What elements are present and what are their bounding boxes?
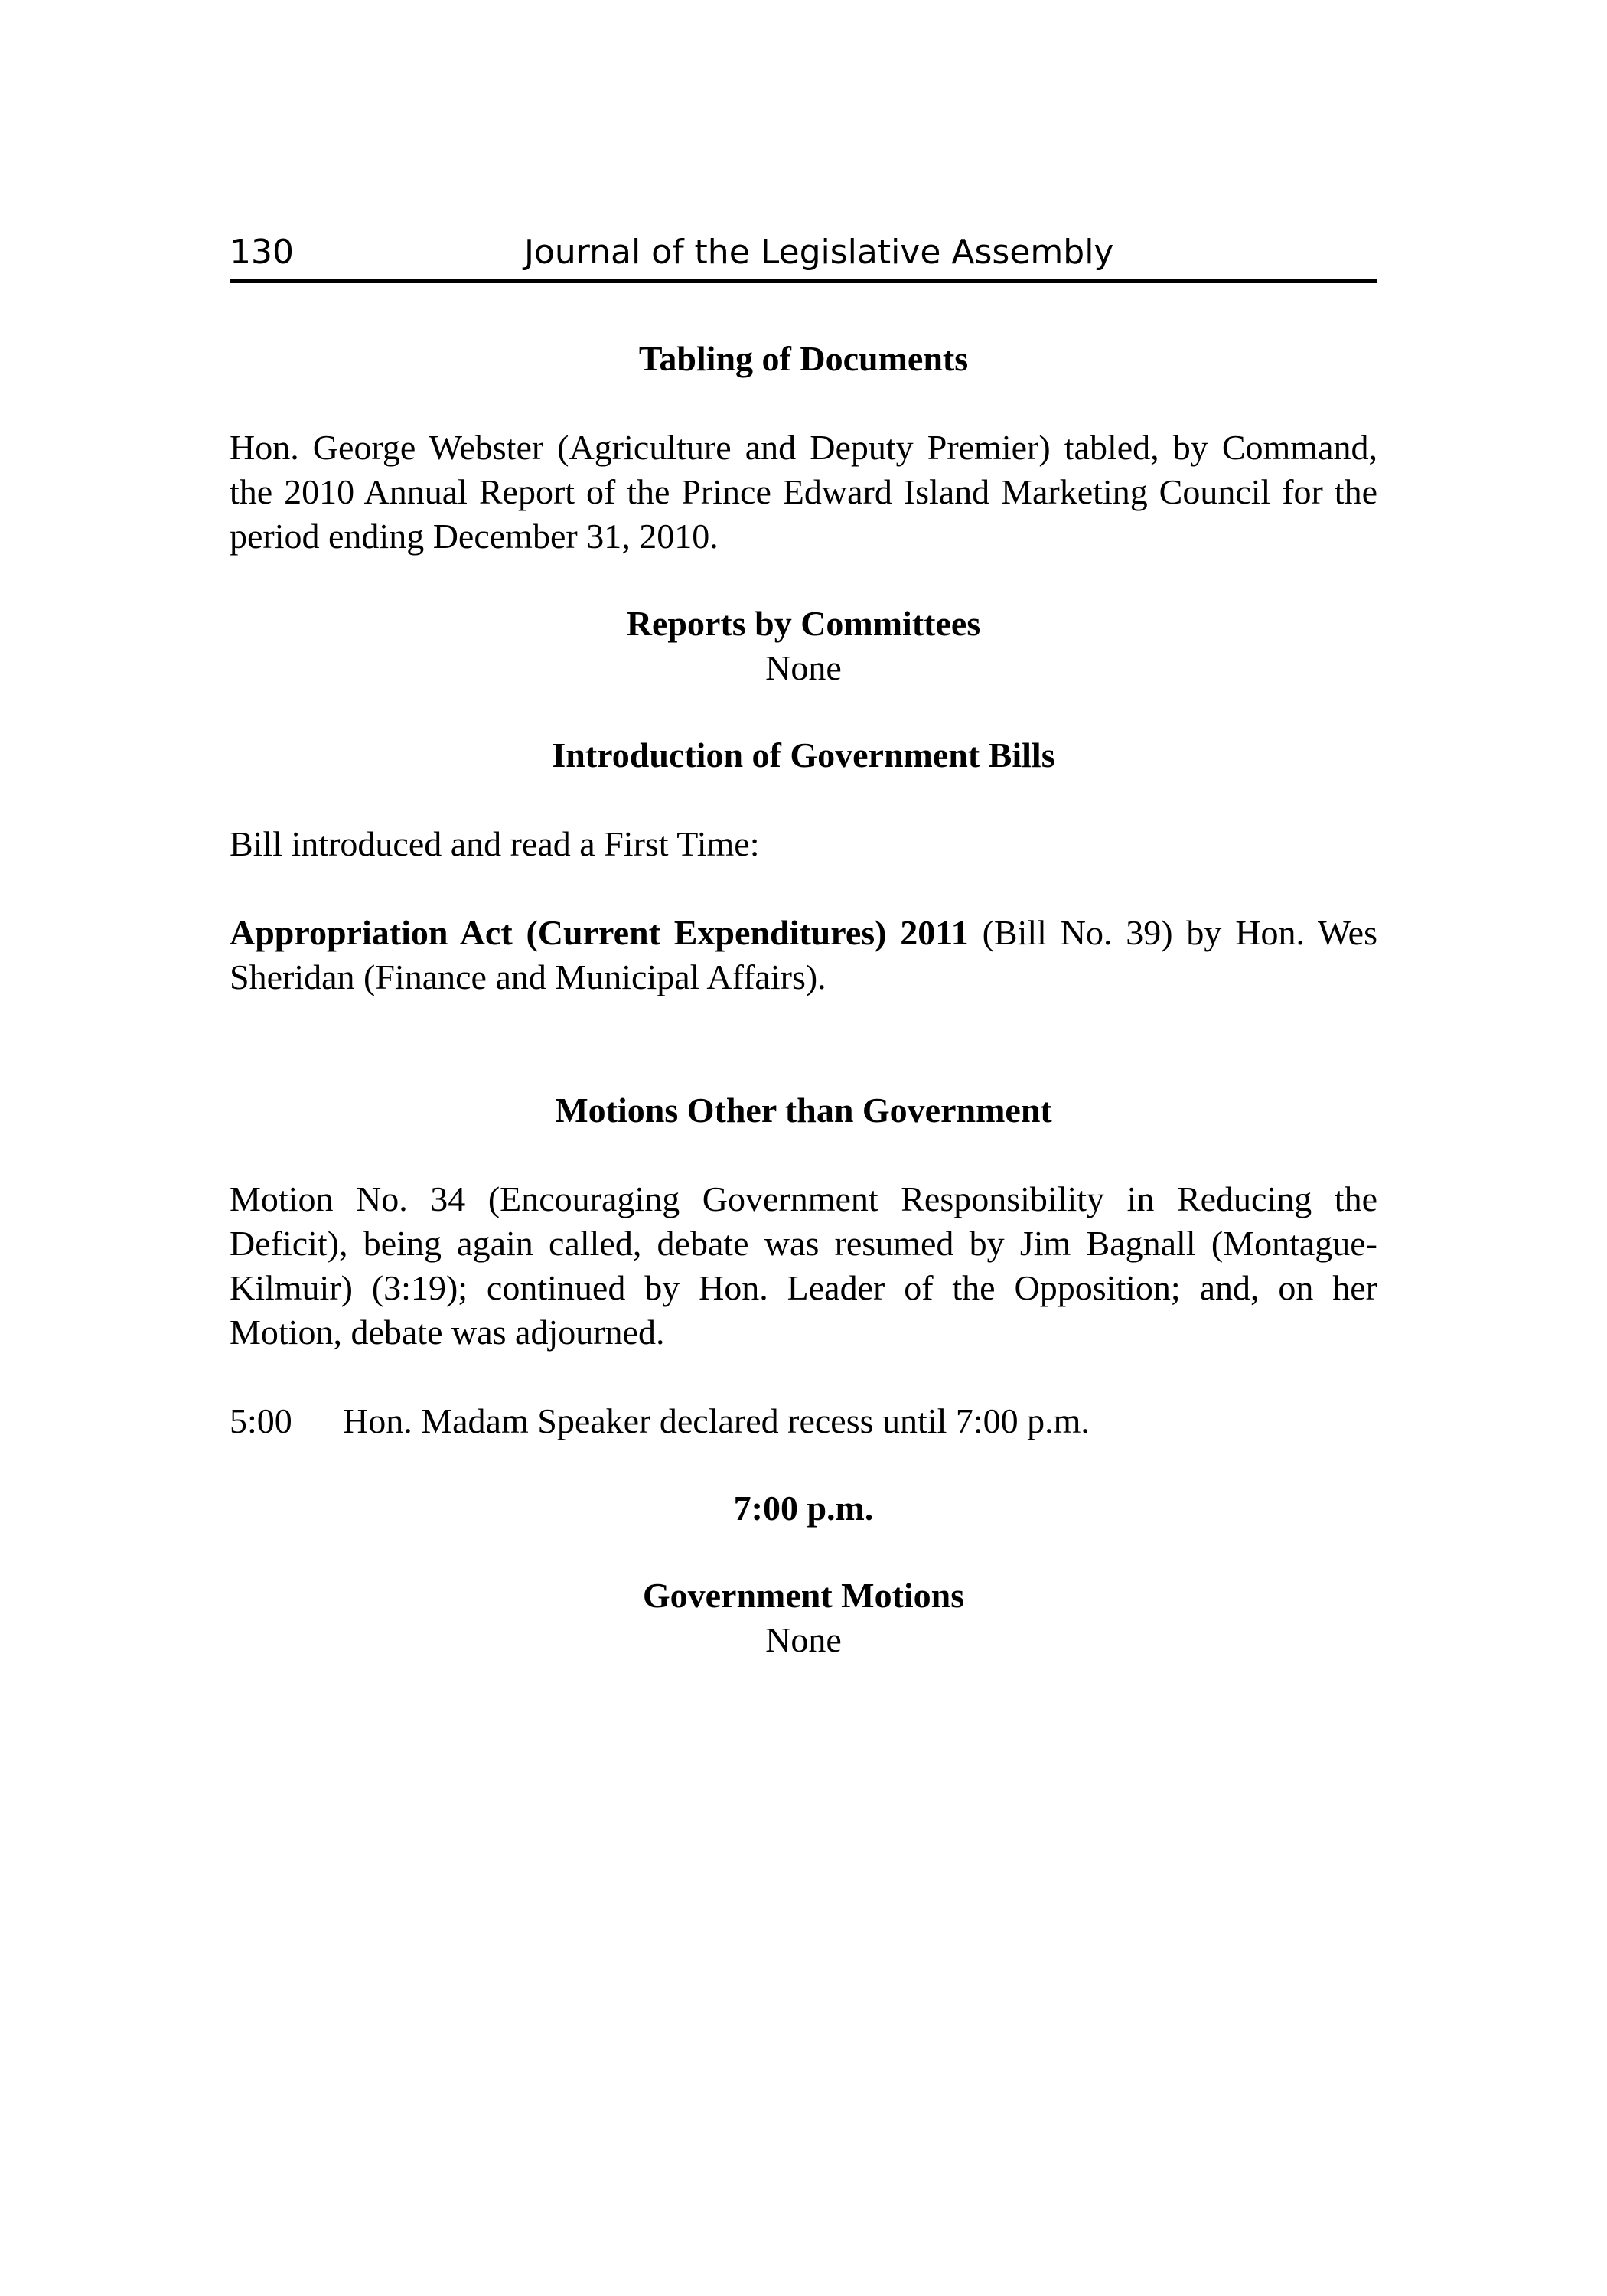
government-bills-heading: Introduction of Government Bills bbox=[552, 735, 1055, 775]
government-motions-heading: Government Motions bbox=[642, 1576, 965, 1615]
committees-none: None bbox=[765, 648, 842, 687]
recess-time: 5:00 bbox=[230, 1401, 292, 1440]
bill-detail: (Bill No. 39) by Hon. Wes Sheridan (Finance and Municipal Affairs). bbox=[230, 913, 1377, 996]
recess-text: Hon. Madam Speaker declared recess until 7:00 p.m. bbox=[343, 1401, 1090, 1440]
tabling-paragraph: Hon. George Webster (Agriculture and Deputy Premier) tabled, by Command, the 2010 Annual Report of the Prince Edward Island Marketing Council for the period ending December 31, 2010. bbox=[230, 428, 1377, 556]
committees-heading: Reports by Committees bbox=[626, 604, 981, 643]
motions-other-paragraph: Motion No. 34 (Encouraging Government Responsibility in Reducing the Deficit), being again called, debate was resumed by Jim Bagnall (Montague-Kilmuir) (3:19); continued by Hon. Leader of the Opposition; and, on her Motion, debate was adjourned. bbox=[230, 1179, 1377, 1352]
government-motions-none: None bbox=[765, 1620, 842, 1659]
journal-title: Journal of the Legislative Assembly bbox=[524, 233, 1114, 272]
bill-title: Appropriation Act (Current Expenditures) 2011 bbox=[230, 913, 969, 952]
motions-other-heading: Motions Other than Government bbox=[555, 1091, 1052, 1130]
page-body bbox=[230, 337, 1377, 1662]
bill-entry bbox=[230, 911, 1377, 1000]
running-header bbox=[230, 226, 1377, 283]
recess-entry bbox=[230, 1399, 1377, 1443]
tabling-heading: Tabling of Documents bbox=[638, 339, 969, 378]
evening-time-heading: 7:00 p.m. bbox=[733, 1489, 874, 1528]
bill-intro: Bill introduced and read a First Time: bbox=[230, 824, 760, 863]
page-number: 130 bbox=[230, 233, 294, 272]
